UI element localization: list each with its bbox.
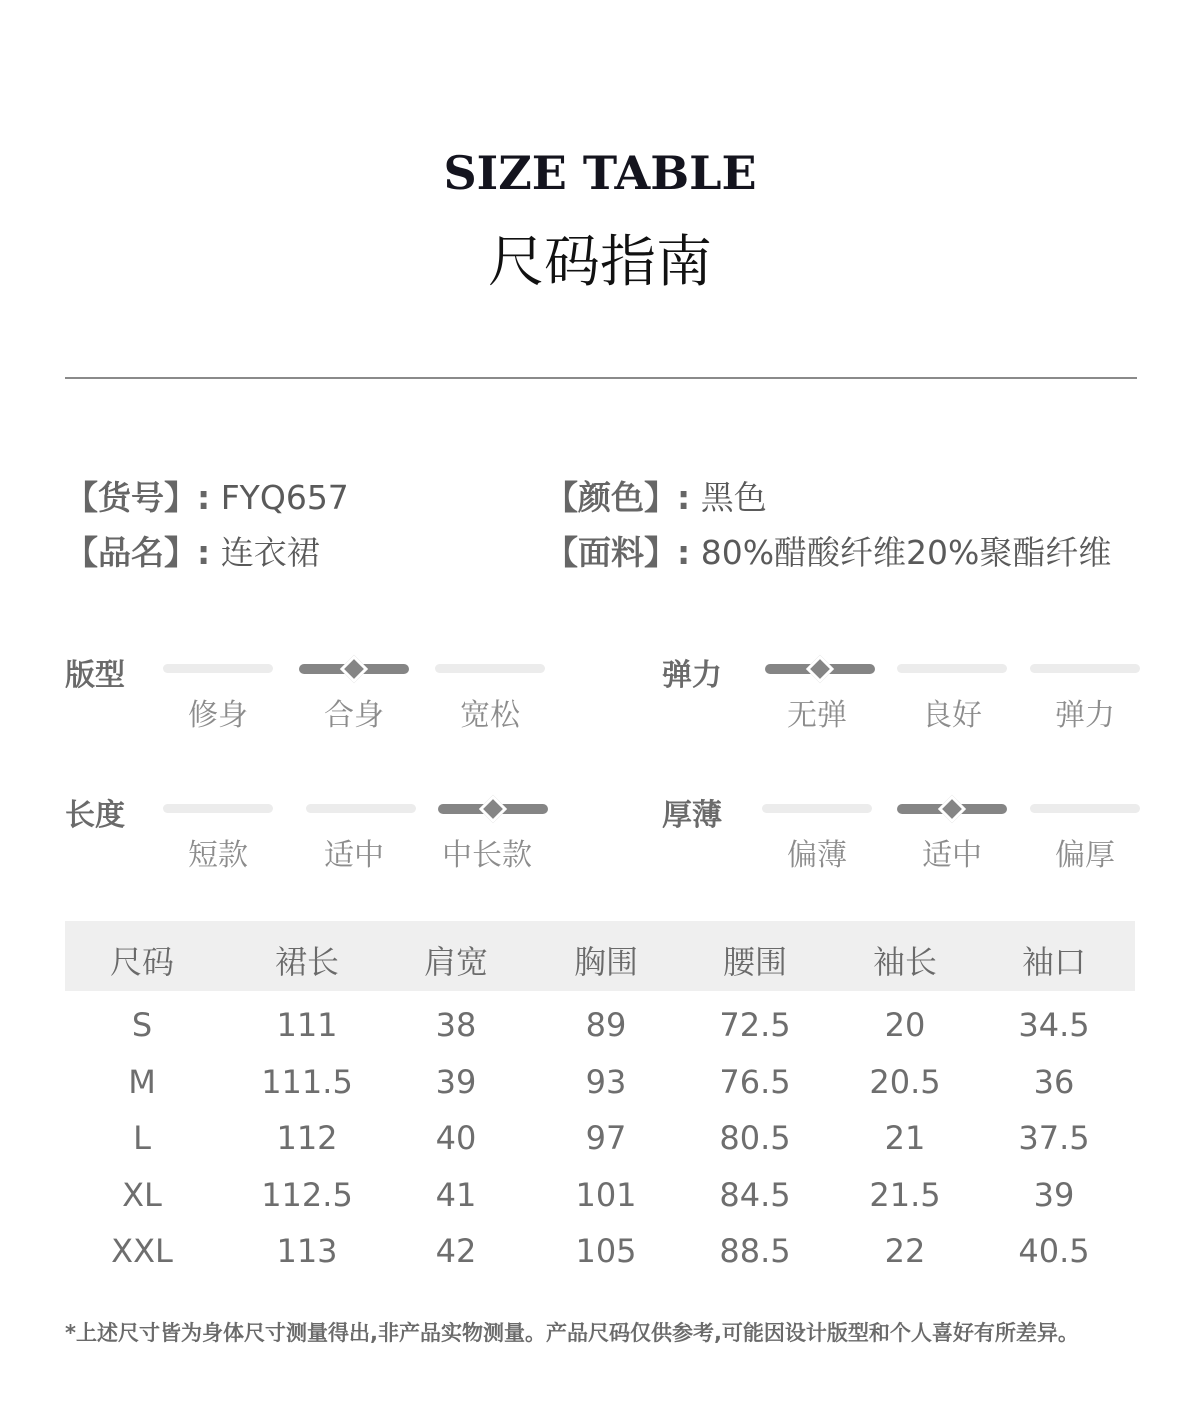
attr-length-option: 适中 [324, 838, 384, 873]
divider [65, 377, 1137, 379]
attr-length-track-2-selected [438, 804, 548, 814]
size-label-cell: M [128, 1063, 156, 1101]
measurement-cell: 41 [435, 1176, 477, 1214]
attr-thickness-option: 适中 [922, 838, 982, 873]
measurement-cell: 38 [435, 1006, 477, 1044]
fabric-value: 80%醋酸纤维20%聚酯纤维 [700, 533, 1112, 572]
footnote: *上述尺寸皆为身体尺寸测量得出,非产品实物测量。产品尺码仅供参考,可能因设计版型和个人喜好有所差异。 [65, 1321, 1079, 1345]
selected-indicator-icon [806, 655, 834, 683]
measurement-cell: 21 [884, 1119, 926, 1157]
measurement-cell: 101 [575, 1176, 637, 1214]
measurement-cell: 112 [276, 1119, 338, 1157]
attr-fit-option: 修身 [188, 698, 248, 733]
attr-elasticity-track-0-selected [765, 664, 875, 674]
measurement-cell: 22 [884, 1232, 926, 1270]
table-header-cell: 袖口 [1021, 943, 1086, 981]
attr-elasticity-track-2 [1030, 664, 1140, 673]
attr-elasticity-option: 弹力 [1055, 698, 1115, 733]
attr-length-option: 短款 [188, 838, 248, 873]
measurement-cell: 37.5 [1018, 1119, 1090, 1157]
table-header-cell: 胸围 [573, 943, 638, 981]
table-header-cell: 腰围 [722, 943, 787, 981]
table-header-cell: 裙长 [274, 943, 339, 981]
measurement-cell: 97 [585, 1119, 627, 1157]
attr-thickness-track-2 [1030, 804, 1140, 813]
item-number-label: 【货号】: [65, 478, 211, 517]
attr-fit-track-1-selected [299, 664, 409, 674]
measurement-cell: 39 [1033, 1176, 1075, 1214]
color-label: 【颜色】: [545, 478, 691, 517]
attr-fit-option: 合身 [324, 698, 384, 733]
measurement-cell: 111.5 [261, 1063, 353, 1101]
measurement-cell: 80.5 [719, 1119, 791, 1157]
attr-length-option: 中长款 [442, 838, 532, 873]
attr-thickness-option: 偏厚 [1055, 838, 1115, 873]
attr-thickness-option: 偏薄 [787, 838, 847, 873]
measurement-cell: 89 [585, 1006, 627, 1044]
attr-label-length: 长度 [65, 798, 125, 833]
title-chinese: 尺码指南 [488, 230, 712, 295]
measurement-cell: 84.5 [719, 1176, 791, 1214]
table-header-cell: 尺码 [109, 943, 174, 981]
measurement-cell: 112.5 [261, 1176, 353, 1214]
measurement-cell: 20 [884, 1006, 926, 1044]
fabric-row [545, 527, 1111, 574]
size-label-cell: S [131, 1006, 153, 1044]
attr-label-fit: 版型 [65, 658, 125, 693]
measurement-cell: 36 [1033, 1063, 1075, 1101]
measurement-cell: 88.5 [719, 1232, 791, 1270]
attr-thickness-track-1-selected [897, 804, 1007, 814]
table-header-cell: 袖长 [872, 943, 937, 981]
measurement-cell: 40 [435, 1119, 477, 1157]
measurement-cell: 39 [435, 1063, 477, 1101]
measurement-cell: 76.5 [719, 1063, 791, 1101]
item-number-value: FYQ657 [220, 478, 349, 517]
size-label-cell: XXL [111, 1232, 173, 1270]
measurement-cell: 72.5 [719, 1006, 791, 1044]
selected-indicator-icon [340, 655, 368, 683]
title-english: SIZE TABLE [443, 146, 757, 200]
product-name-row [65, 527, 320, 574]
product-name-label: 【品名】: [65, 533, 211, 572]
table-header-cell: 肩宽 [423, 943, 488, 981]
measurement-cell: 111 [276, 1006, 338, 1044]
measurement-cell: 21.5 [869, 1176, 941, 1214]
measurement-cell: 20.5 [869, 1063, 941, 1101]
measurement-cell: 113 [276, 1232, 338, 1270]
item-number-row [65, 472, 349, 519]
attr-elasticity-track-1 [897, 664, 1007, 673]
attr-length-track-0 [163, 804, 273, 813]
attr-elasticity-option: 无弹 [787, 698, 847, 733]
color-value: 黑色 [700, 478, 767, 517]
fabric-label: 【面料】: [545, 533, 691, 572]
size-label-cell: XL [122, 1176, 162, 1214]
color-row [545, 472, 767, 519]
attr-fit-option: 宽松 [460, 698, 520, 733]
measurement-cell: 93 [585, 1063, 627, 1101]
product-name-value: 连衣裙 [220, 533, 320, 572]
measurement-cell: 105 [575, 1232, 637, 1270]
attr-elasticity-option: 良好 [922, 698, 982, 733]
attr-fit-track-2 [435, 664, 545, 673]
measurement-cell: 42 [435, 1232, 477, 1270]
attr-thickness-track-0 [762, 804, 872, 813]
measurement-cell: 40.5 [1018, 1232, 1090, 1270]
measurement-cell: 34.5 [1018, 1006, 1090, 1044]
selected-indicator-icon [479, 795, 507, 823]
attr-label-thickness: 厚薄 [662, 798, 722, 833]
attr-fit-track-0 [163, 664, 273, 673]
size-label-cell: L [133, 1119, 151, 1157]
selected-indicator-icon [938, 795, 966, 823]
attr-length-track-1 [306, 804, 416, 813]
attr-label-elasticity: 弹力 [662, 658, 722, 693]
